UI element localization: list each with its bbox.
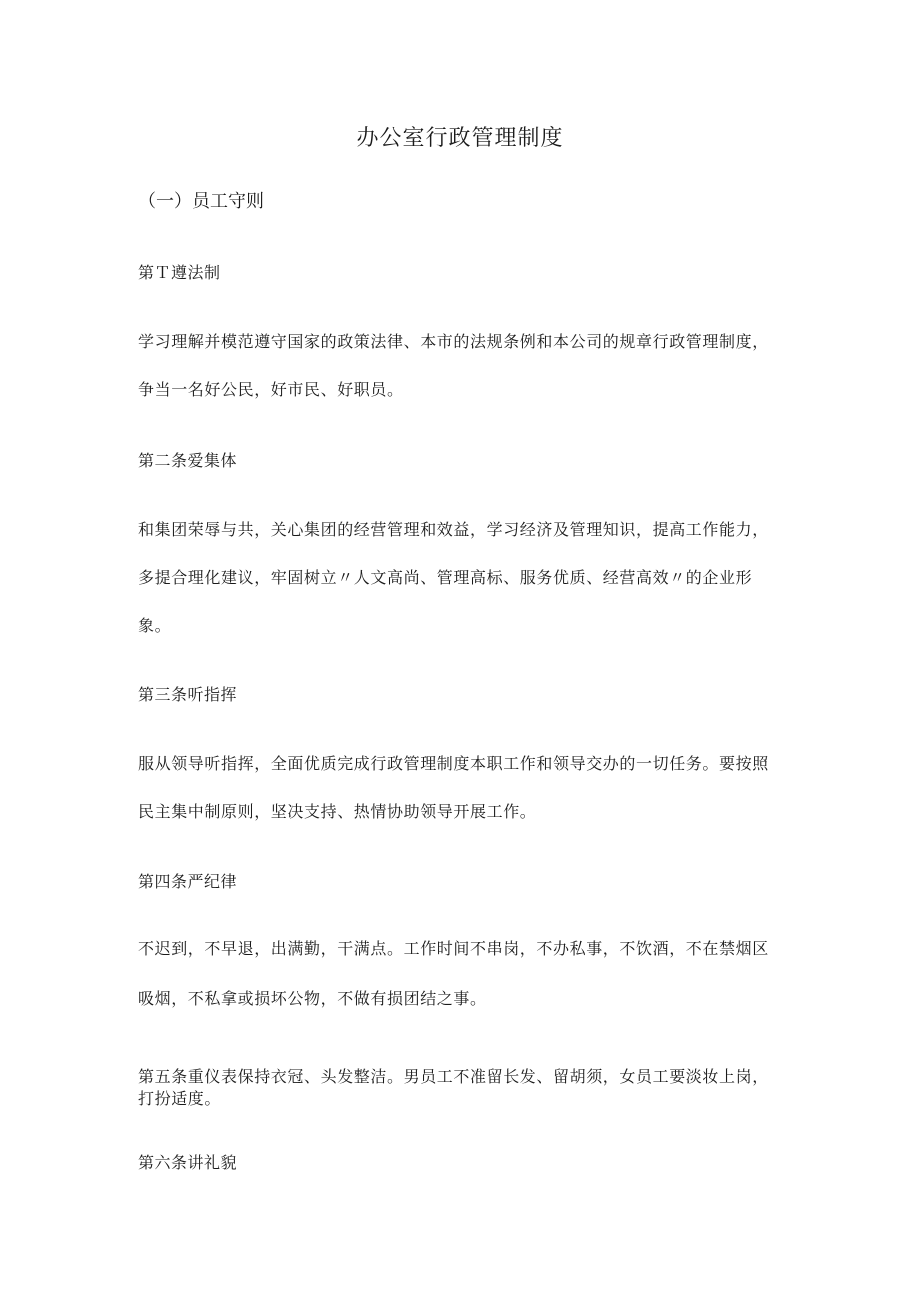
article-5-line-1: 第五条重仪表保持衣冠、头发整洁。男员工不准留长发、留胡须，女员工要淡妆上岗， (138, 1067, 769, 1086)
article-1-line-1: 学习理解并模范遵守国家的政策法律、本市的法规条例和本公司的规章行政管理制度， (138, 332, 769, 351)
section-heading: （一）员工守则 (138, 191, 264, 212)
article-2-heading: 第二条爱集体 (138, 451, 238, 470)
document-title: 办公室行政管理制度 (356, 126, 564, 151)
article-3-line-1: 服从领导听指挥，全面优质完成行政管理制度本职工作和领导交办的一切任务。要按照 (138, 754, 769, 773)
article-1-heading: 第Ｔ遵法制 (138, 263, 221, 282)
article-2-line-1: 和集团荣辱与共，关心集团的经营管理和效益，学习经济及管理知识，提高工作能力， (138, 520, 769, 539)
article-4-heading: 第四条严纪律 (138, 872, 238, 891)
article-1-line-2: 争当一名好公民，好市民、好职员。 (138, 380, 404, 399)
article-3-line-2: 民主集中制原则，坚决支持、热情协助领导开展工作。 (138, 802, 537, 821)
article-2-line-2: 多提合理化建议，牢固树立〃人文高尚、管理高标、服务优质、经营高效〃的企业形 (138, 568, 753, 587)
article-5-line-2: 打扮适度。 (138, 1089, 222, 1108)
article-4-line-1: 不迟到，不早退，出满勤，干满点。工作时间不串岗，不办私事，不饮酒，不在禁烟区 (138, 939, 769, 958)
article-2-line-3: 象。 (138, 616, 172, 635)
article-3-heading: 第三条听指挥 (138, 685, 238, 704)
article-4-line-2: 吸烟，不私拿或损坏公物，不做有损团结之事。 (138, 989, 487, 1008)
article-6-heading: 第六条讲礼貌 (138, 1153, 238, 1172)
